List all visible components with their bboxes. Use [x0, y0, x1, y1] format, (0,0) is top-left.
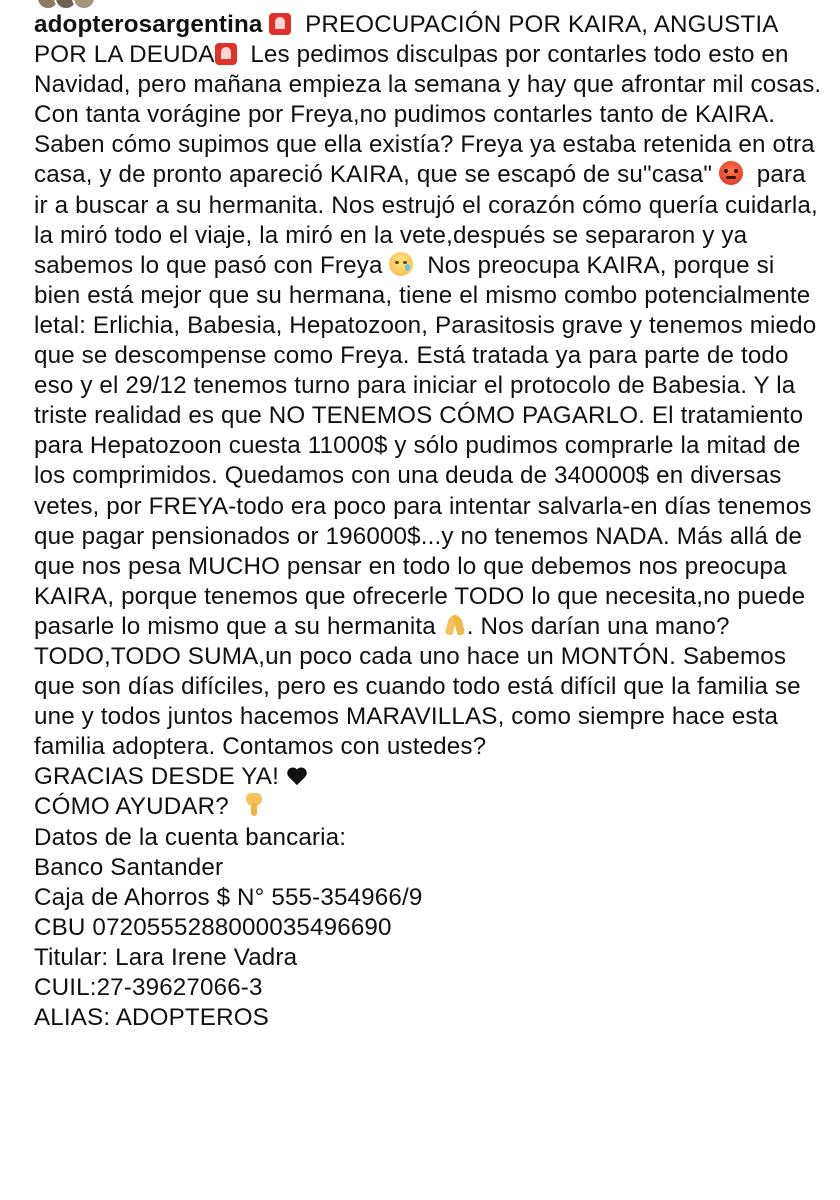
- pointing-down-icon: [243, 793, 265, 817]
- bank-header: Datos de la cuenta bancaria:: [34, 823, 347, 851]
- avatar-group[interactable]: [36, 0, 90, 8]
- username-link[interactable]: adopterosargentina: [34, 11, 263, 38]
- post-body-part-3: Nos preocupa KAIRA, porque si bien está mejor que su hermana, tiene el mismo combo potencialmente letal: Erlichia, Babesia, Hepatozoon, Parasitosis grave y tenemos miedo que se descompense como Freya. Está tratada ya para parte de todo eso y el 29/12 tenemos turno para iniciar el protocolo de Babesia. Y la triste realidad es que NO TENEMOS CÓMO PAGARLO. El tratamiento para Hepatozoon cuesta 11000$ y sólo pudimos comprarle la mitad de los comprimidos. Quedamos con una deuda de 340000$ en diversas vetes, por FREYA-todo era poco para intentar salvarla-en días tenemos que pagar pensionados or 196000$...y no tenemos NADA. Más allá de que nos pesa MUCHO pensar en todo lo que debemos nos preocupa KAIRA, porque tenemos que ofrecerle TODO lo que necesita,no puede pasarle lo mismo que a su hermanita: [34, 251, 817, 640]
- thanks-line: [34, 762, 824, 792]
- cbu-number: CBU 0720555288000035496690: [34, 913, 392, 941]
- bank-name: Banco Santander: [34, 853, 224, 881]
- post-body-part-1: Les pedimos disculpas por contarles todo esto en Navidad, pero mañana empieza la semana y hay que afrontar mil cosas. Con tanta vorágine por Freya,no pudimos contarles tanto de KAIRA. Saben cómo supimos que ella existía? Freya ya estaba retenida en otra casa, y de pronto apareció KAIRA, que se escapó de su"casa": [34, 41, 822, 189]
- crying-face-icon: [389, 252, 413, 276]
- thanks-text: GRACIAS DESDE YA!: [34, 763, 279, 791]
- how-to-help-line: [34, 792, 824, 822]
- siren-icon: [215, 43, 237, 65]
- caption-main-paragraph: [34, 10, 824, 762]
- post-title-line-1: PREOCUPACIÓN POR KAIRA,: [305, 11, 649, 38]
- black-heart-icon: [286, 766, 308, 786]
- account-holder: Titular: Lara Irene Vadra: [34, 943, 298, 971]
- account-alias: ALIAS: ADOPTEROS: [34, 1004, 269, 1032]
- post-title-line-2: ANGUSTIA POR LA DEUDA: [34, 11, 778, 69]
- post-body-part-4: . Nos darían una mano? TODO,TODO SUMA,un poco cada uno hace un MONTÓN. Sabemos que son días difíciles, pero es cuando todo está difícil que la familia se une y todos juntos hacemos MARAVILLAS, como siempre hace esta familia adoptera. Contamos con ustedes?: [34, 612, 801, 761]
- cuil-number: CUIL:27-39627066-3: [34, 974, 263, 1001]
- post-caption: [34, 10, 824, 1033]
- previous-comment-strip: [0, 0, 840, 8]
- account-number: Caja de Ahorros $ N° 555-354966/9: [34, 883, 423, 911]
- praying-hands-icon: [443, 613, 467, 637]
- how-to-help-text: CÓMO AYUDAR?: [34, 793, 229, 821]
- post-body-part-2: para ir a buscar a su hermanita. Nos estrujó el corazón cómo quería cuidarla, la miró todo el viaje, la miró en la vete,después se separaron y ya sabemos lo que pasó con Freya: [34, 161, 818, 279]
- avatar[interactable]: [72, 0, 96, 8]
- siren-icon: [269, 13, 291, 35]
- angry-face-icon: [719, 161, 743, 185]
